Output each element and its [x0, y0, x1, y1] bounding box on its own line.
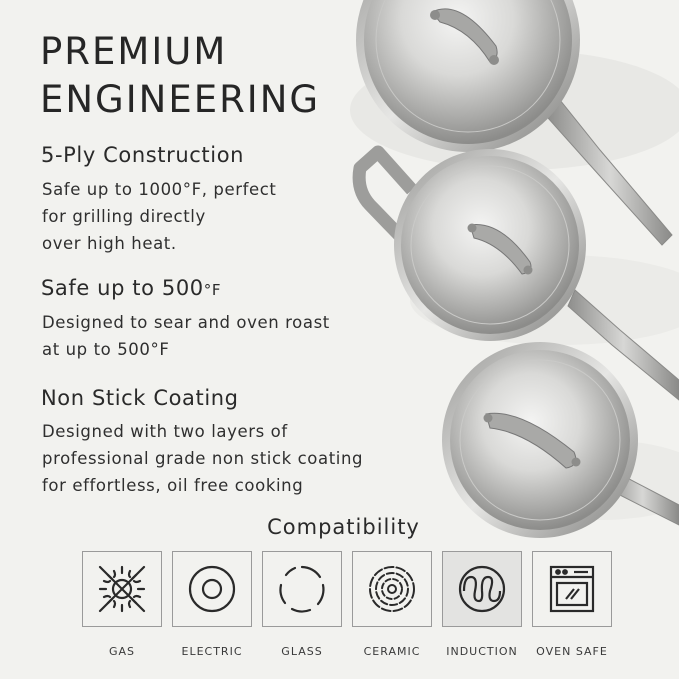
desc-line: Designed with two layers of — [42, 422, 288, 441]
desc-line: for effortless, oil free cooking — [42, 476, 304, 495]
compat-box — [262, 551, 342, 627]
compat-label: GLASS — [281, 645, 323, 658]
desc-line: at up to 500°F — [42, 340, 170, 359]
desc-line: over high heat. — [42, 234, 177, 253]
compat-box — [442, 551, 522, 627]
compatibility-title: Compatibility — [267, 515, 420, 539]
feature-desc-non-stick — [42, 418, 363, 499]
feature-title-text: Safe up to 500 — [41, 276, 204, 300]
induction-coil-icon — [454, 561, 510, 617]
feature-title-unit: °F — [203, 281, 222, 299]
feature-desc-5-ply — [42, 176, 277, 257]
compat-label: GAS — [108, 645, 136, 658]
headline — [40, 28, 320, 124]
compat-label: ELECTRIC — [181, 645, 243, 658]
compatibility-row — [82, 551, 608, 661]
compat-box — [82, 551, 162, 627]
desc-line: Safe up to 1000°F, perfect — [42, 180, 277, 199]
compat-glass — [262, 551, 342, 661]
compat-electric — [172, 551, 252, 661]
gas-burner-icon — [94, 561, 150, 617]
feature-title-5-ply: 5-Ply Construction — [41, 143, 245, 167]
compat-gas — [82, 551, 162, 661]
ceramic-top-icon — [364, 561, 420, 617]
glass-top-icon — [274, 561, 330, 617]
desc-line: Designed to sear and oven roast — [42, 313, 330, 332]
compat-label: CERAMIC — [363, 645, 421, 658]
feature-title-non-stick: Non Stick Coating — [41, 386, 239, 410]
compat-label: OVEN SAFE — [536, 645, 608, 658]
headline-line-1: PREMIUM — [40, 30, 228, 73]
feature-desc-safe-500 — [42, 309, 330, 363]
oven-icon — [544, 561, 600, 617]
feature-title-safe-500 — [41, 276, 221, 300]
electric-coil-icon — [184, 561, 240, 617]
compat-ceramic — [352, 551, 432, 661]
compat-label: INDUCTION — [446, 645, 518, 658]
compat-induction — [442, 551, 522, 661]
compat-box — [532, 551, 612, 627]
compat-oven-safe — [532, 551, 612, 661]
desc-line: professional grade non stick coating — [42, 449, 364, 468]
compat-box — [352, 551, 432, 627]
headline-line-2: ENGINEERING — [40, 78, 321, 121]
desc-line: for grilling directly — [42, 207, 206, 226]
compat-box — [172, 551, 252, 627]
